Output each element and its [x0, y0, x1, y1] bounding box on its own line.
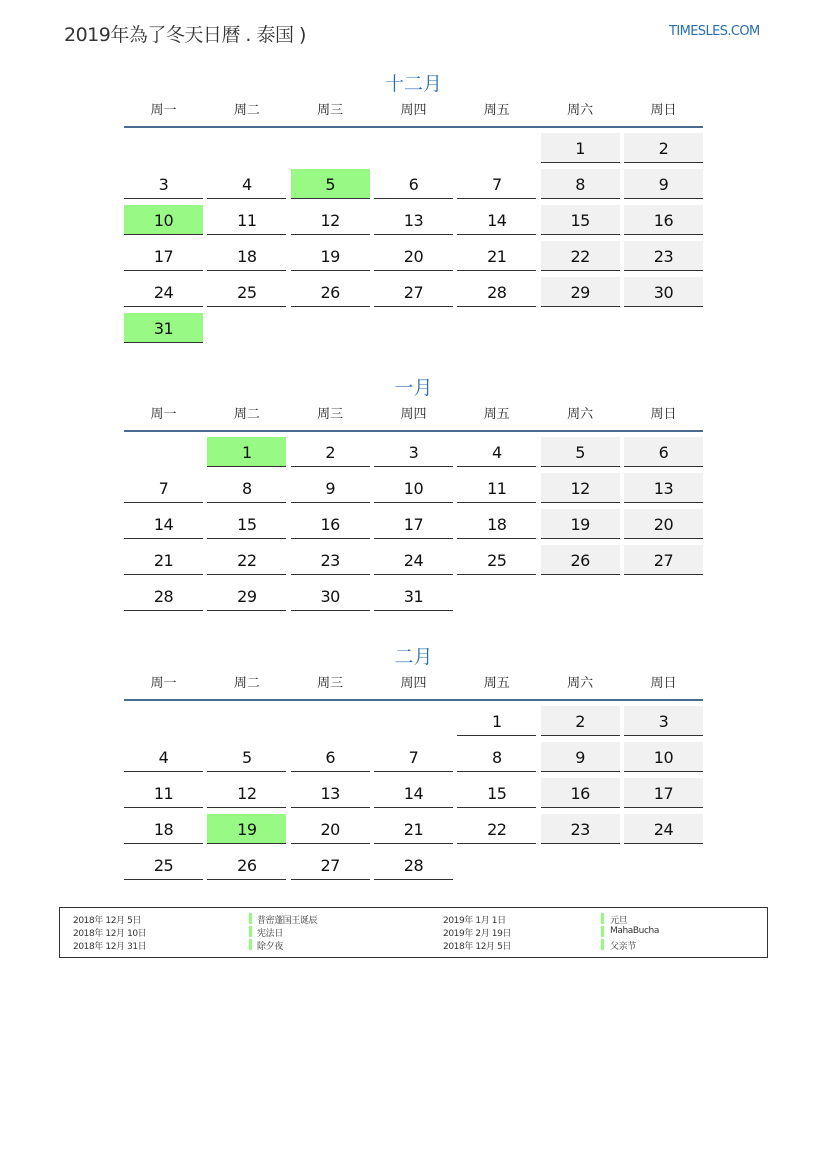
day-cell: 17: [124, 241, 203, 271]
weekday-label: 周五: [483, 103, 510, 118]
day-cell: 6: [374, 169, 453, 199]
day-cell: 22: [207, 545, 286, 575]
day-cell: 28: [124, 581, 203, 611]
holiday-marker-icon: [601, 926, 604, 937]
weekday-label: 周一: [150, 103, 177, 118]
day-cell: 21: [124, 545, 203, 575]
day-cell: 16: [541, 778, 620, 808]
day-cell: 27: [374, 277, 453, 307]
day-cell: 16: [291, 509, 370, 539]
day-cell: 26: [291, 277, 370, 307]
day-cell: 8: [541, 169, 620, 199]
month-name: 十二月: [384, 73, 442, 95]
header-divider: [124, 430, 703, 432]
holiday-marker-icon: [601, 939, 604, 950]
day-cell: 2: [541, 706, 620, 736]
legend-date: 2018年 12月 5日: [73, 916, 142, 926]
holiday-marker-icon: [249, 939, 252, 950]
legend-date: 2018年 12月 31日: [73, 942, 147, 952]
day-cell: 13: [624, 473, 703, 503]
weekday-header: [124, 402, 703, 430]
day-cell: 20: [374, 241, 453, 271]
weekday-label: 周四: [400, 676, 427, 691]
day-cell: 14: [124, 509, 203, 539]
day-cell: 12: [541, 473, 620, 503]
day-cell: 9: [541, 742, 620, 772]
weekday-label: 周四: [400, 407, 427, 422]
holiday-marker-icon: [249, 926, 252, 937]
day-cell: 22: [457, 814, 536, 844]
weekday-label: 周三: [317, 676, 344, 691]
day-cell: 13: [374, 205, 453, 235]
day-cell: 8: [457, 742, 536, 772]
empty-day-cell: [291, 133, 370, 163]
day-cell: 28: [374, 850, 453, 880]
day-cell: 19: [541, 509, 620, 539]
day-cell: 9: [624, 169, 703, 199]
header-divider: [124, 699, 703, 701]
day-cell: 9: [291, 473, 370, 503]
empty-day-cell: [457, 133, 536, 163]
weekday-label: 周六: [567, 103, 594, 118]
day-cell: 15: [457, 778, 536, 808]
day-cell: 11: [207, 205, 286, 235]
day-cell: 29: [207, 581, 286, 611]
holiday-marker-icon: [249, 913, 252, 924]
day-cell: 24: [624, 814, 703, 844]
day-cell: 2: [624, 133, 703, 163]
legend-date: 2019年 1月 1日: [443, 916, 506, 926]
legend-holiday-name: 父亲节: [610, 942, 636, 952]
day-cell: 14: [457, 205, 536, 235]
weekday-label: 周三: [317, 103, 344, 118]
holiday-legend: [59, 907, 768, 958]
day-cell: 20: [624, 509, 703, 539]
day-cell: 17: [374, 509, 453, 539]
day-cell: 16: [624, 205, 703, 235]
weekday-label: 周一: [150, 676, 177, 691]
day-cell: 10: [374, 473, 453, 503]
holiday-day-cell: 5: [291, 169, 370, 199]
weekday-label: 周六: [567, 407, 594, 422]
day-cell: 8: [207, 473, 286, 503]
day-grid: [124, 133, 703, 343]
day-cell: 21: [374, 814, 453, 844]
weekday-label: 周三: [317, 407, 344, 422]
legend-holiday-name: 除夕夜: [257, 942, 283, 952]
day-cell: 25: [457, 545, 536, 575]
day-cell: 20: [291, 814, 370, 844]
weekday-label: 周六: [567, 676, 594, 691]
day-cell: 7: [124, 473, 203, 503]
empty-day-cell: [124, 133, 203, 163]
month-name: 一月: [394, 377, 433, 399]
day-cell: 6: [291, 742, 370, 772]
day-cell: 26: [207, 850, 286, 880]
empty-day-cell: [124, 706, 203, 736]
legend-holiday-name: MahaBucha: [610, 926, 659, 936]
day-cell: 1: [541, 133, 620, 163]
weekday-label: 周五: [483, 407, 510, 422]
site-link[interactable]: TIMESLES.COM: [669, 24, 760, 39]
weekday-label: 周二: [233, 676, 260, 691]
day-cell: 13: [291, 778, 370, 808]
day-cell: 3: [624, 706, 703, 736]
empty-day-cell: [207, 706, 286, 736]
day-cell: 23: [291, 545, 370, 575]
day-cell: 1: [457, 706, 536, 736]
day-cell: 27: [624, 545, 703, 575]
weekday-label: 周二: [233, 103, 260, 118]
day-cell: 25: [124, 850, 203, 880]
day-cell: 10: [624, 742, 703, 772]
day-cell: 29: [541, 277, 620, 307]
holiday-day-cell: 19: [207, 814, 286, 844]
day-cell: 23: [624, 241, 703, 271]
legend-holiday-name: 宪法日: [257, 929, 283, 939]
day-cell: 24: [124, 277, 203, 307]
holiday-day-cell: 1: [207, 437, 286, 467]
day-cell: 3: [124, 169, 203, 199]
legend-date: 2018年 12月 5日: [443, 942, 512, 952]
month-name: 二月: [394, 646, 433, 668]
day-cell: 23: [541, 814, 620, 844]
empty-day-cell: [207, 133, 286, 163]
day-cell: 15: [207, 509, 286, 539]
day-cell: 4: [124, 742, 203, 772]
day-cell: 2: [291, 437, 370, 467]
day-cell: 5: [541, 437, 620, 467]
day-cell: 18: [457, 509, 536, 539]
empty-day-cell: [374, 133, 453, 163]
day-cell: 5: [207, 742, 286, 772]
day-cell: 24: [374, 545, 453, 575]
day-grid: [124, 437, 703, 611]
weekday-label: 周一: [150, 407, 177, 422]
month-january: [124, 374, 703, 611]
weekday-header: [124, 98, 703, 126]
header-divider: [124, 126, 703, 128]
weekday-label: 周二: [233, 407, 260, 422]
day-cell: 14: [374, 778, 453, 808]
day-cell: 19: [291, 241, 370, 271]
legend-date: 2019年 2月 19日: [443, 929, 512, 939]
holiday-day-cell: 10: [124, 205, 203, 235]
weekday-label: 周日: [650, 407, 677, 422]
day-cell: 18: [207, 241, 286, 271]
day-cell: 30: [624, 277, 703, 307]
holiday-marker-icon: [601, 913, 604, 924]
day-cell: 25: [207, 277, 286, 307]
legend-date: 2018年 12月 10日: [73, 929, 147, 939]
page-title: 2019年為了冬天日曆 . 泰国 ): [64, 24, 306, 46]
day-cell: 15: [541, 205, 620, 235]
weekday-label: 周日: [650, 103, 677, 118]
day-cell: 17: [624, 778, 703, 808]
empty-day-cell: [374, 706, 453, 736]
day-cell: 7: [374, 742, 453, 772]
empty-day-cell: [291, 706, 370, 736]
legend-row: [60, 939, 767, 952]
weekday-label: 周四: [400, 103, 427, 118]
day-cell: 30: [291, 581, 370, 611]
day-cell: 4: [207, 169, 286, 199]
day-cell: 12: [291, 205, 370, 235]
day-cell: 4: [457, 437, 536, 467]
weekday-label: 周日: [650, 676, 677, 691]
day-cell: 22: [541, 241, 620, 271]
day-cell: 31: [374, 581, 453, 611]
day-cell: 28: [457, 277, 536, 307]
day-cell: 27: [291, 850, 370, 880]
weekday-label: 周五: [483, 676, 510, 691]
day-cell: 6: [624, 437, 703, 467]
day-cell: 26: [541, 545, 620, 575]
legend-holiday-name: 普密蓬国王诞辰: [257, 916, 318, 926]
day-cell: 3: [374, 437, 453, 467]
weekday-header: [124, 671, 703, 699]
empty-day-cell: [124, 437, 203, 467]
day-cell: 21: [457, 241, 536, 271]
day-cell: 18: [124, 814, 203, 844]
holiday-day-cell: 31: [124, 313, 203, 343]
legend-row: [60, 926, 767, 939]
day-cell: 11: [124, 778, 203, 808]
legend-row: [60, 913, 767, 926]
month-december: [124, 70, 703, 343]
legend-holiday-name: 元旦: [610, 916, 628, 926]
day-cell: 7: [457, 169, 536, 199]
day-cell: 11: [457, 473, 536, 503]
day-cell: 12: [207, 778, 286, 808]
day-grid: [124, 706, 703, 880]
month-february: [124, 643, 703, 880]
